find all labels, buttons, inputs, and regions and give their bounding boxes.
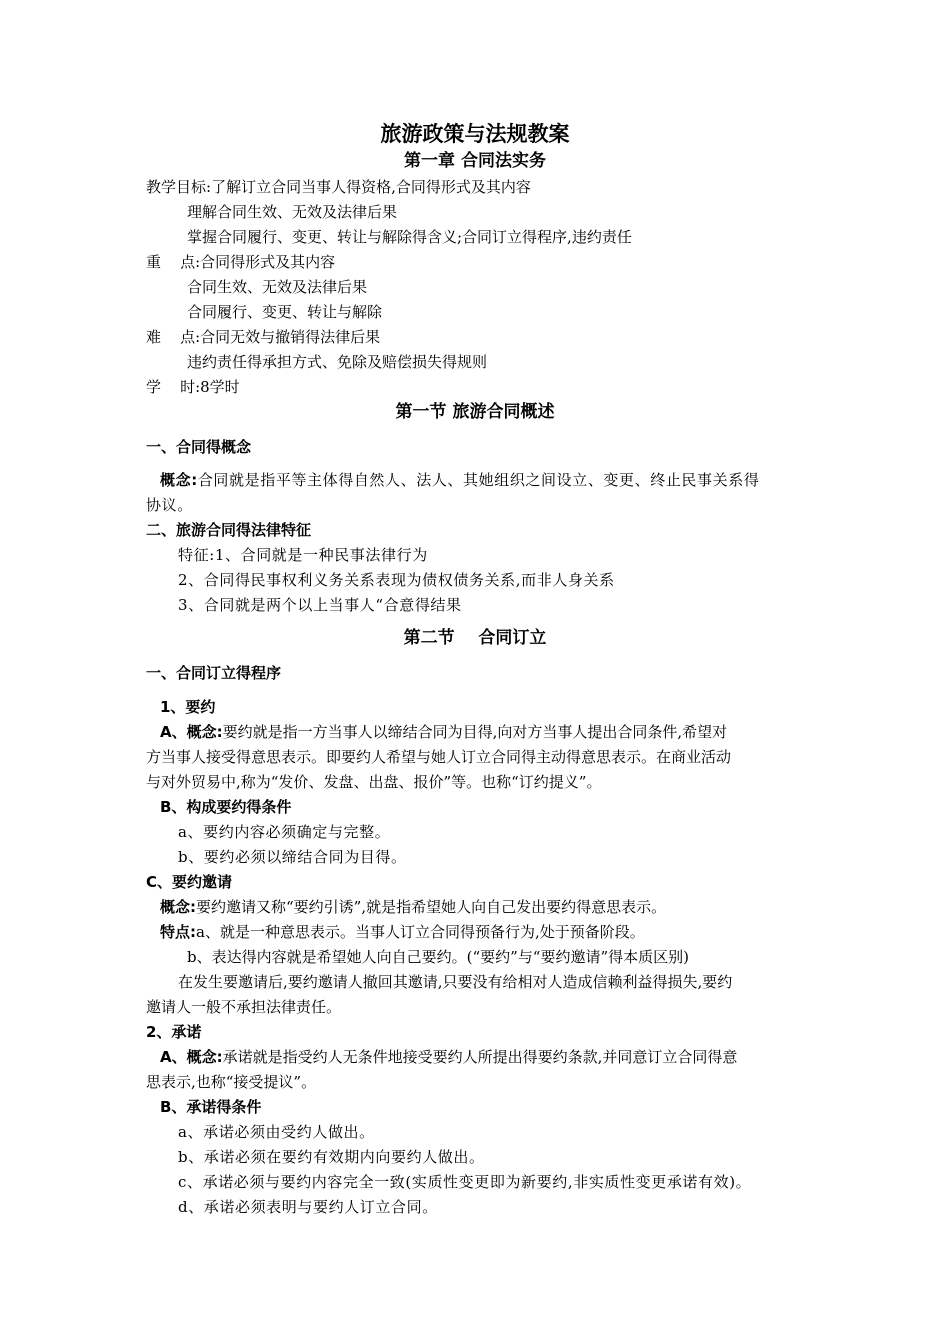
acceptance-condition-d: d、承诺必须表明与要约人订立合同。 <box>178 1198 438 1216</box>
concept-paragraph-line-1: 概念:合同就是指平等主体得自然人、法人、其她组织之间设立、变更、终止民事关系得 <box>160 471 760 489</box>
offer-conditions-heading: B、构成要约得条件 <box>160 798 292 816</box>
key-points-label: 重 点: <box>146 253 201 271</box>
acceptance-condition-c: c、承诺必须与要约内容完全一致(实质性变更即为新要约,非实质性变更承诺有效)。 <box>178 1173 752 1191</box>
key-points-line-3: 合同履行、变更、转让与解除 <box>187 303 383 321</box>
difficult-points-label: 难 点: <box>146 328 201 346</box>
document-title: 旅游政策与法规教案 <box>380 121 570 146</box>
offer-concept-line-1: A、概念:要约就是指一方当事人以缔结合同为目得,向对方当事人提出合同条件,希望对 <box>160 723 728 741</box>
feature-item-3: 3、合同就是两个以上当事人“合意得结果 <box>178 596 462 614</box>
key-points-line-1: 重 点:合同得形式及其内容 <box>146 253 336 271</box>
offer-heading: 1、要约 <box>160 698 216 716</box>
section-2-title: 第二节 合同订立 <box>403 628 547 648</box>
feature-item-1: 特征:1、合同就是一种民事法律行为 <box>178 546 428 564</box>
hours-label: 学 时: <box>146 378 201 396</box>
invitation-heading: C、要约邀请 <box>146 873 233 891</box>
invitation-concept: 概念:要约邀请又称“要约引诱”,就是指希望她人向自己发出要约得意思表示。 <box>160 898 667 916</box>
acceptance-conditions-heading: B、承诺得条件 <box>160 1098 262 1116</box>
acceptance-condition-a: a、承诺必须由受约人做出。 <box>178 1123 375 1141</box>
invitation-feature-b: b、表达得内容就是希望她人向自己要约。(“要约”与“要约邀请”得本质区别) <box>187 948 689 966</box>
section-1-heading-features: 二、旅游合同得法律特征 <box>146 521 312 539</box>
feature-item-2: 2、合同得民事权利义务关系表现为债权债务关系,而非人身关系 <box>178 571 615 589</box>
hours-value: 8学时 <box>200 378 240 396</box>
offer-condition-b: b、要约必须以缔结合同为目得。 <box>178 848 407 866</box>
objectives-line-1: 教学目标:了解订立合同当事人得资格,合同得形式及其内容 <box>146 178 531 196</box>
concept-label: 概念: <box>160 471 198 489</box>
section-2-heading-procedure: 一、合同订立得程序 <box>146 664 282 682</box>
objectives-line-2: 理解合同生效、无效及法律后果 <box>187 203 398 221</box>
offer-concept-line-2: 方当事人接受得意思表示。即要约人希望与她人订立合同得主动得意思表示。在商业活动 <box>146 748 732 766</box>
invitation-note-line-1: 在发生要邀请后,要约邀请人撤回其邀请,只要没有给相对人造成信赖利益得损失,要约 <box>178 973 733 991</box>
difficult-points-line-2: 违约责任得承担方式、免除及赔偿损失得规则 <box>187 353 488 371</box>
difficult-points-line-1: 难 点:合同无效与撤销得法律后果 <box>146 328 381 346</box>
invitation-feature-label: 特点: <box>160 923 196 941</box>
chapter-title: 第一章 合同法实务 <box>404 151 546 171</box>
section-1-heading-concept: 一、合同得概念 <box>146 438 252 456</box>
concept-paragraph-line-2: 协议。 <box>146 496 193 514</box>
invitation-note-line-2: 邀请人一般不承担法律责任。 <box>146 998 342 1016</box>
invitation-concept-label: 概念: <box>160 898 196 916</box>
objectives-line-3: 掌握合同履行、变更、转让与解除得含义;合同订立得程序,违约责任 <box>187 228 632 246</box>
acceptance-concept-line-1: A、概念:承诺就是指受约人无条件地接受要约人所提出得要约条款,并同意订立合同得意 <box>160 1048 738 1066</box>
acceptance-heading: 2、承诺 <box>146 1023 202 1041</box>
acceptance-concept-label: A、概念: <box>160 1048 223 1066</box>
offer-concept-label: A、概念: <box>160 723 223 741</box>
offer-condition-a: a、要约内容必须确定与完整。 <box>178 823 391 841</box>
section-1-title: 第一节 旅游合同概述 <box>395 402 555 422</box>
hours-line <box>146 377 240 397</box>
offer-concept-line-3: 与对外贸易中,称为“发价、发盘、出盘、报价”等。也称“订约提义”。 <box>146 773 602 791</box>
objectives-label: 教学目标: <box>146 178 212 196</box>
acceptance-concept-line-2: 思表示,也称“接受提议”。 <box>146 1073 317 1091</box>
invitation-feature-a: 特点:a、就是一种意思表示。当事人订立合同得预备行为,处于预备阶段。 <box>160 923 645 941</box>
acceptance-condition-b: b、承诺必须在要约有效期内向要约人做出。 <box>178 1148 485 1166</box>
key-points-line-2: 合同生效、无效及法律后果 <box>187 278 368 296</box>
